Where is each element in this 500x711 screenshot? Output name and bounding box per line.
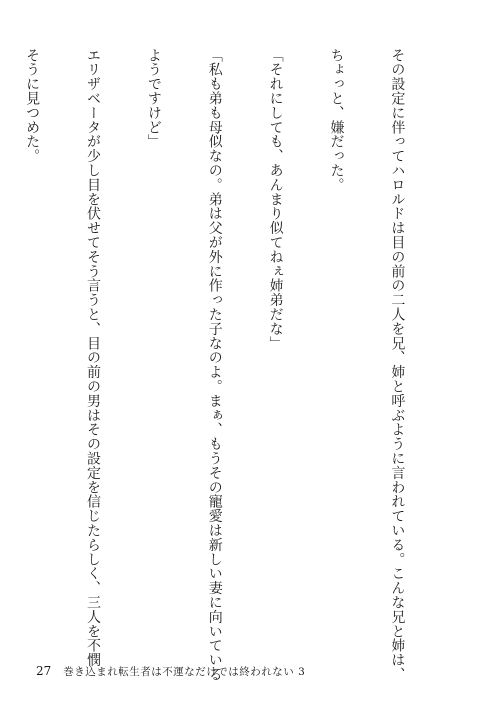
page-number: 27 (36, 664, 52, 678)
text-line: そうに見つめた。 (24, 48, 41, 164)
text-line: エリザベータが少し目を伏せてそう言うと、目の前の男はその設定を信じたらしく、三人を不憫 (84, 48, 101, 668)
text-line: その設定に伴ってハロルドは目の前の二人を兄、姉と呼ぶように言われている。こんな兄と姉は、 (389, 48, 406, 682)
page-footer (36, 664, 305, 679)
book-title: 巻き込まれ転生者は不運なだけでは終われない 3 (63, 666, 306, 678)
text-line: ちょっと、嫌だった。 (328, 48, 345, 192)
text-line: 「私も弟も母似なの。弟は父が外に作った子なのよ。まぁ、もうその寵愛は新しい妻に向いている (206, 48, 223, 682)
text-line: 「それにしても、あんまり似てねぇ姉弟だな」 (267, 48, 284, 351)
text-line: ようですけど」 (145, 48, 162, 149)
